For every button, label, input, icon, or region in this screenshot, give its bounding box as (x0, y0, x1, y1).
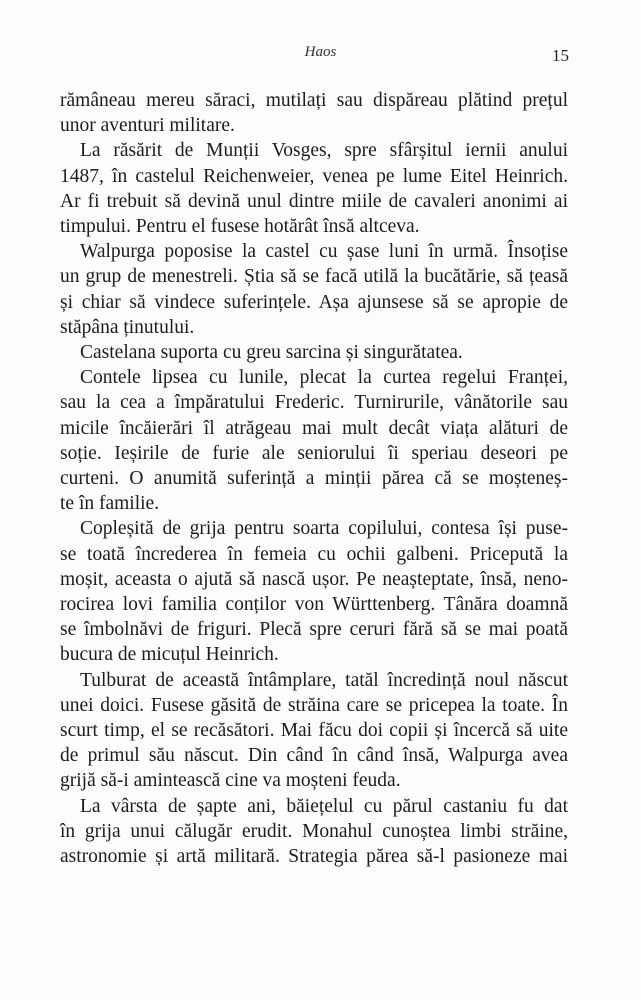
text-line: Copleșită de grija pentru soarta copilului, contesa își puse- (80, 518, 568, 540)
paragraph (60, 365, 568, 516)
page-number: 15 (552, 46, 569, 65)
paragraph (60, 340, 568, 365)
text-line: grijă să-i amintească cine va moșteni feuda. (60, 770, 401, 792)
text-line: timpului. Pentru el fusese hotărât însă altceva. (60, 216, 420, 238)
text-line: un grup de menestreli. Știa să se facă utilă la bucătărie, să țeasă (60, 266, 568, 288)
paragraph (60, 794, 568, 870)
text-line: rocirea lovi familia conților von Württenberg. Tânăra doamnă (60, 594, 568, 616)
text-line: La răsărit de Munții Vosges, spre sfârșitul iernii anului (80, 140, 568, 162)
text-line: stăpâna ținutului. (60, 316, 195, 338)
text-line: soție. Ieșirile de furie ale seniorului îi speriau deseori pe (60, 442, 568, 464)
text-line: Ar fi trebuit să devină unul dintre miile de cavaleri anonimi ai (60, 190, 568, 212)
text-line: te în familie. (60, 493, 160, 515)
text-line: rămâneau mereu săraci, mutilați sau dispăreau plătind prețul (60, 90, 568, 111)
body-text (60, 88, 568, 869)
text-line: Walpurga poposise la castel cu șase luni în urmă. Însoțise (80, 241, 568, 263)
text-line: moșit, aceasta o ajută să nască ușor. Pe neașteptate, însă, neno- (60, 568, 568, 590)
paragraph (60, 516, 568, 667)
text-line: micile încăierări îl atrăgeau mai mult decât viața alături de (60, 417, 568, 439)
text-line: unor aventuri militare. (60, 115, 235, 137)
text-line: astronomie și artă militară. Strategia părea să-l pasioneze mai (60, 846, 568, 868)
text-line: sau la cea a împăratului Frederic. Turnirurile, vânătorile sau (60, 392, 568, 414)
text-line: Contele lipsea cu lunile, plecat la curtea regelui Franței, (80, 367, 568, 389)
text-line: se toată încrederea în femeia cu ochii galbeni. Pricepută la (60, 543, 568, 565)
text-line: unei doici. Fusese găsită de străina care se pricepea la toate. În (60, 694, 568, 716)
paragraph (60, 138, 568, 239)
text-line: Tulburat de această întâmplare, tatăl încredință noul născut (80, 669, 568, 691)
paragraph (60, 668, 568, 794)
text-line: Castelana suporta cu greu sarcina și singurătatea. (80, 342, 463, 364)
running-title: Haos (304, 44, 337, 60)
text-line: scurt timp, el se recăsători. Mai făcu doi copii și încercă să uite (60, 720, 568, 742)
text-line: curteni. O anumită suferință a minții părea că se moșteneș- (60, 468, 568, 490)
text-line: în grija unui călugăr erudit. Monahul cunoștea limbi străine, (60, 820, 568, 842)
text-line: 1487, în castelul Reichenweier, venea pe lume Eitel Heinrich. (60, 165, 568, 187)
text-line: bucura de micuțul Heinrich. (60, 644, 279, 666)
paragraph (60, 239, 568, 340)
text-line: se îmbolnăvi de friguri. Plecă spre ceruri fără să se mai poată (60, 619, 568, 641)
paragraph (60, 88, 568, 138)
text-line: și chiar să vindece suferințele. Așa ajunsese să se apropie de (60, 291, 568, 313)
text-line: de primul său născut. Din când în când însă, Walpurga avea (60, 745, 568, 767)
text-line: La vârsta de șapte ani, băiețelul cu părul castaniu fu dat (80, 795, 568, 817)
